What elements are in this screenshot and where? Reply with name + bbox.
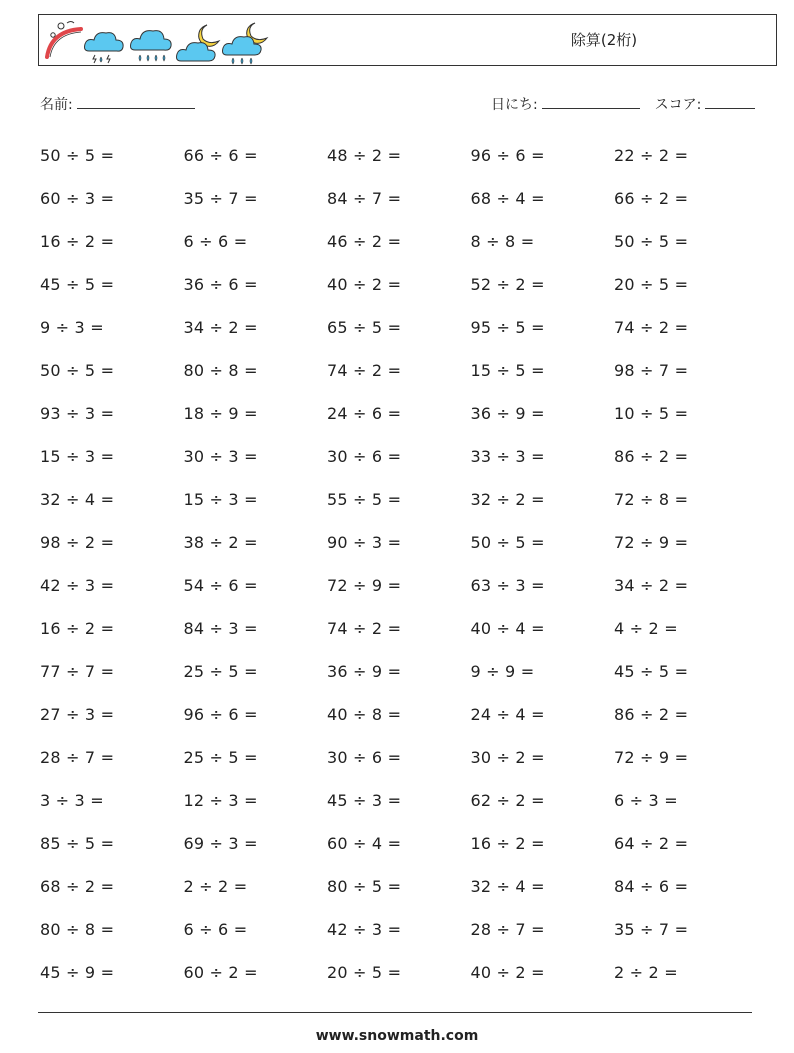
division-problem: 80 ÷ 8 = [40, 920, 115, 939]
problem-row [40, 564, 760, 607]
problem-row [40, 607, 760, 650]
problem-row [40, 220, 760, 263]
division-problem: 16 ÷ 2 = [40, 619, 115, 638]
division-problem: 77 ÷ 7 = [40, 662, 115, 681]
division-problem: 18 ÷ 9 = [183, 404, 258, 423]
division-problem: 40 ÷ 2 = [470, 963, 545, 982]
division-problem: 98 ÷ 2 = [40, 533, 115, 552]
division-problem: 25 ÷ 5 = [183, 748, 258, 767]
division-problem: 80 ÷ 5 = [327, 877, 402, 896]
division-problem: 90 ÷ 3 = [327, 533, 402, 552]
division-problem: 74 ÷ 2 = [327, 619, 402, 638]
moon-rain-cloud-icon [223, 23, 268, 64]
division-problem: 35 ÷ 7 = [614, 920, 689, 939]
division-problem: 60 ÷ 2 = [183, 963, 258, 982]
division-problem: 66 ÷ 2 = [614, 189, 689, 208]
division-problem: 74 ÷ 2 = [614, 318, 689, 337]
division-problem: 72 ÷ 9 = [614, 533, 689, 552]
division-problem: 2 ÷ 2 = [183, 877, 248, 896]
division-problem: 22 ÷ 2 = [614, 146, 689, 165]
division-problem: 8 ÷ 8 = [470, 232, 535, 251]
division-problem: 34 ÷ 2 = [183, 318, 258, 337]
division-problem: 40 ÷ 8 = [327, 705, 402, 724]
division-problem: 16 ÷ 2 = [470, 834, 545, 853]
name-field [40, 94, 195, 114]
rain-cloud-icon [131, 31, 172, 61]
division-problem: 50 ÷ 5 = [470, 533, 545, 552]
problem-row [40, 177, 760, 220]
rainbow-icon [47, 22, 81, 59]
problem-row [40, 779, 760, 822]
name-label: 名前: [40, 97, 73, 113]
division-problem: 72 ÷ 9 = [614, 748, 689, 767]
division-problem: 27 ÷ 3 = [40, 705, 115, 724]
division-problem: 45 ÷ 9 = [40, 963, 115, 982]
division-problem: 50 ÷ 5 = [614, 232, 689, 251]
division-problem: 60 ÷ 3 = [40, 189, 115, 208]
problem-row [40, 521, 760, 564]
division-problem: 96 ÷ 6 = [183, 705, 258, 724]
worksheet-title: 除算(2桁) [570, 31, 638, 49]
division-problem: 48 ÷ 2 = [327, 146, 402, 165]
division-problem: 52 ÷ 2 = [470, 275, 545, 294]
division-problem: 33 ÷ 3 = [470, 447, 545, 466]
division-problem: 24 ÷ 6 = [327, 404, 402, 423]
problem-row [40, 306, 760, 349]
division-problem: 15 ÷ 3 = [183, 490, 258, 509]
division-problem: 10 ÷ 5 = [614, 404, 689, 423]
division-problem: 12 ÷ 3 = [183, 791, 258, 810]
score-blank[interactable] [705, 94, 755, 109]
problem-row [40, 736, 760, 779]
division-problem: 69 ÷ 3 = [183, 834, 258, 853]
name-blank[interactable] [77, 94, 195, 109]
division-problem: 32 ÷ 4 = [470, 877, 545, 896]
division-problem: 40 ÷ 4 = [470, 619, 545, 638]
division-problem: 68 ÷ 4 = [470, 189, 545, 208]
division-problem: 32 ÷ 4 = [40, 490, 115, 509]
problem-row [40, 392, 760, 435]
division-problem: 15 ÷ 3 = [40, 447, 115, 466]
problem-row [40, 951, 760, 994]
division-problem: 28 ÷ 7 = [40, 748, 115, 767]
problem-row [40, 263, 760, 306]
division-problem: 28 ÷ 7 = [470, 920, 545, 939]
division-problem: 93 ÷ 3 = [40, 404, 115, 423]
division-problem: 98 ÷ 7 = [614, 361, 689, 380]
worksheet-header [38, 14, 777, 66]
division-problem: 24 ÷ 4 = [470, 705, 545, 724]
division-problem: 72 ÷ 9 = [327, 576, 402, 595]
date-label: 日にち: [491, 97, 538, 113]
division-problem: 84 ÷ 7 = [327, 189, 402, 208]
division-problem: 84 ÷ 3 = [183, 619, 258, 638]
division-problem: 54 ÷ 6 = [183, 576, 258, 595]
division-problem: 68 ÷ 2 = [40, 877, 115, 896]
division-problem: 80 ÷ 8 = [183, 361, 258, 380]
division-problem: 16 ÷ 2 = [40, 232, 115, 251]
problem-row [40, 435, 760, 478]
weather-icon-strip [41, 17, 271, 65]
division-problem: 46 ÷ 2 = [327, 232, 402, 251]
division-problem: 63 ÷ 3 = [470, 576, 545, 595]
division-problem: 95 ÷ 5 = [470, 318, 545, 337]
division-problem: 6 ÷ 6 = [183, 920, 248, 939]
problem-row [40, 865, 760, 908]
division-problem: 86 ÷ 2 = [614, 705, 689, 724]
division-problem: 45 ÷ 3 = [327, 791, 402, 810]
date-score-fields [491, 94, 755, 114]
problem-row [40, 478, 760, 521]
footer-url: www.snowmath.com [315, 1028, 479, 1044]
division-problem: 74 ÷ 2 = [327, 361, 402, 380]
division-problem: 35 ÷ 7 = [183, 189, 258, 208]
division-problem: 4 ÷ 2 = [614, 619, 678, 638]
division-problem: 60 ÷ 4 = [327, 834, 402, 853]
division-problem: 72 ÷ 8 = [614, 490, 689, 509]
division-problem: 42 ÷ 3 = [327, 920, 402, 939]
problem-row [40, 908, 760, 951]
division-problem: 50 ÷ 5 = [40, 361, 115, 380]
problem-row [40, 349, 760, 392]
division-problem: 96 ÷ 6 = [470, 146, 545, 165]
division-problem: 20 ÷ 5 = [614, 275, 689, 294]
division-problem: 36 ÷ 6 = [183, 275, 258, 294]
division-problem: 65 ÷ 5 = [327, 318, 402, 337]
division-problem: 6 ÷ 3 = [614, 791, 678, 810]
score-label: スコア: [654, 97, 702, 113]
problem-grid [40, 134, 760, 994]
division-problem: 64 ÷ 2 = [614, 834, 689, 853]
division-problem: 15 ÷ 5 = [470, 361, 545, 380]
problem-row [40, 822, 760, 865]
division-problem: 62 ÷ 2 = [470, 791, 545, 810]
footer-divider [38, 1012, 752, 1013]
division-problem: 32 ÷ 2 = [470, 490, 545, 509]
problem-row [40, 693, 760, 736]
division-problem: 84 ÷ 6 = [614, 877, 689, 896]
division-problem: 50 ÷ 5 = [40, 146, 115, 165]
division-problem: 30 ÷ 3 = [183, 447, 258, 466]
division-problem: 45 ÷ 5 = [40, 275, 115, 294]
division-problem: 36 ÷ 9 = [470, 404, 545, 423]
division-problem: 34 ÷ 2 = [614, 576, 689, 595]
division-problem: 66 ÷ 6 = [183, 146, 258, 165]
division-problem: 25 ÷ 5 = [183, 662, 258, 681]
moon-cloud-icon [177, 25, 220, 61]
division-problem: 3 ÷ 3 = [40, 791, 104, 810]
division-problem: 30 ÷ 6 = [327, 748, 402, 767]
division-problem: 6 ÷ 6 = [183, 232, 248, 251]
division-problem: 45 ÷ 5 = [614, 662, 689, 681]
division-problem: 9 ÷ 9 = [470, 662, 535, 681]
thunder-cloud-icon [85, 33, 124, 63]
division-problem: 85 ÷ 5 = [40, 834, 115, 853]
problem-row [40, 650, 760, 693]
division-problem: 2 ÷ 2 = [614, 963, 678, 982]
division-problem: 20 ÷ 5 = [327, 963, 402, 982]
problem-row [40, 134, 760, 177]
division-problem: 30 ÷ 2 = [470, 748, 545, 767]
division-problem: 30 ÷ 6 = [327, 447, 402, 466]
division-problem: 42 ÷ 3 = [40, 576, 115, 595]
division-problem: 86 ÷ 2 = [614, 447, 689, 466]
division-problem: 55 ÷ 5 = [327, 490, 402, 509]
date-blank[interactable] [542, 94, 640, 109]
division-problem: 38 ÷ 2 = [183, 533, 258, 552]
division-problem: 36 ÷ 9 = [327, 662, 402, 681]
division-problem: 9 ÷ 3 = [40, 318, 104, 337]
division-problem: 40 ÷ 2 = [327, 275, 402, 294]
